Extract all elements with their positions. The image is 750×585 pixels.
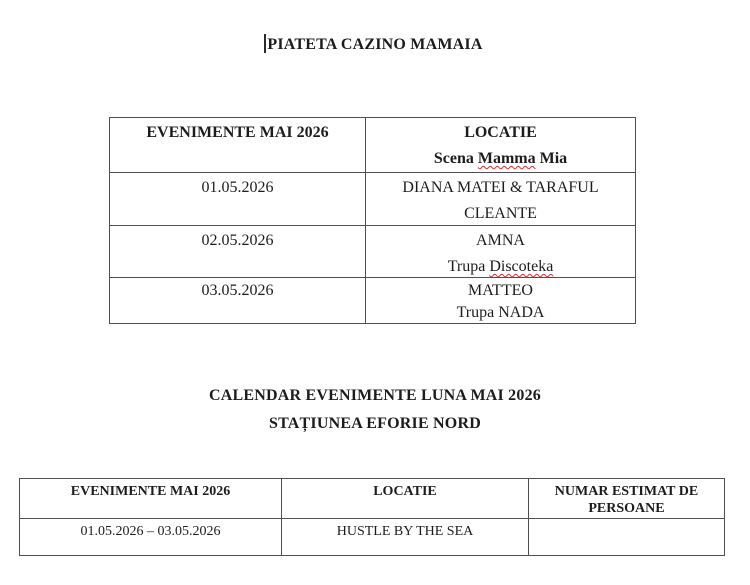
- events-table-mamaia: [109, 117, 636, 324]
- table2-row1-location-cell[interactable]: HUSTLE BY THE SEA: [282, 519, 529, 556]
- table1-row3-date-cell[interactable]: 03.05.2026: [110, 278, 366, 324]
- misspelled-word-mamma: Mamma: [477, 150, 536, 167]
- table2-header-persons-cell[interactable]: NUMAR ESTIMAT DE PERSOANE: [529, 479, 725, 519]
- events-table-eforie: [19, 478, 725, 556]
- table1-row2-act1: AMNA: [476, 232, 525, 249]
- table2-header-location-cell[interactable]: LOCATIE: [282, 479, 529, 519]
- table1-header-location-cell[interactable]: [366, 118, 636, 173]
- row3-act2-pre: Trupa NADA: [456, 304, 545, 321]
- text-cursor: [264, 34, 266, 53]
- table1-row3-act2: [366, 302, 635, 324]
- location-sub-pre: Scena: [433, 150, 478, 167]
- section-heading-line2: STAȚIUNEA EFORIE NORD: [269, 415, 481, 432]
- table1-row1-date-cell[interactable]: 01.05.2026: [110, 173, 366, 226]
- misspelled-word-discoteka: Discoteka: [489, 258, 554, 275]
- table1-header-location-line2: [366, 146, 635, 172]
- table1-row2-act2: [366, 254, 635, 278]
- table1-header-events-cell[interactable]: EVENIMENTE MAI 2026: [110, 118, 366, 173]
- table2-header-events-cell[interactable]: EVENIMENTE MAI 2026: [20, 479, 282, 519]
- table1-row2-date-cell[interactable]: 02.05.2026: [110, 226, 366, 278]
- table2-row1-dates-cell[interactable]: 01.05.2026 – 03.05.2026: [20, 519, 282, 556]
- table1-header-location-line1: LOCATIE: [464, 124, 537, 141]
- table2-row1-persons-cell[interactable]: [529, 519, 725, 556]
- location-sub-post: Mia: [535, 150, 568, 167]
- document-title[interactable]: PIATETA CAZINO MAMAIA: [267, 36, 483, 53]
- table1-row3-location-cell[interactable]: [366, 278, 636, 324]
- table1-row1-location-cell[interactable]: [366, 173, 636, 226]
- table1-row3-act1: MATTEO: [468, 282, 533, 299]
- table1-row1-act1: DIANA MATEI & TARAFUL CLEANTE: [402, 179, 599, 222]
- section-heading-line1: CALENDAR EVENIMENTE LUNA MAI 2026: [209, 387, 541, 404]
- section-heading-eforie[interactable]: [0, 382, 750, 438]
- row2-act2-pre: Trupa: [447, 258, 490, 275]
- table1-row2-location-cell[interactable]: [366, 226, 636, 278]
